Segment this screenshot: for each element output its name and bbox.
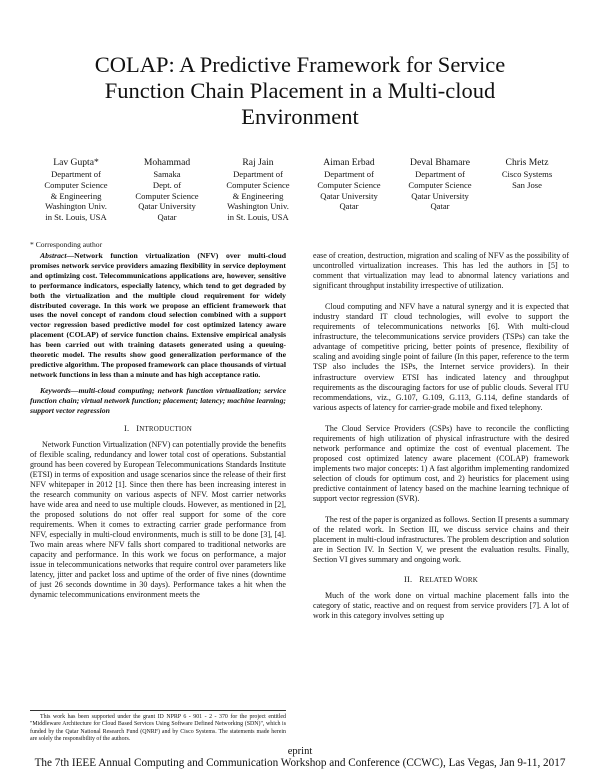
- section-title-initial: R: [419, 575, 425, 585]
- author-name: Deval Bhamare: [410, 157, 470, 168]
- abstract-text: —Network function virtualization (NFV) over multi-cloud promises network service providers amazing flexibility in service deployment and optimizing cost. Telecommunications applications are, however, sensitive to performance indicators, especially latency, which tend to get degraded by both the virtualization and the multiple cloud requirement for widely distributed coverage. In this work we propose an efficient framework that uses the novel concept of random cloud selection combined with a support vector regression based predictive model for cost optimized latency aware placement (COLAP) of service function chains. Extensive empirical analysis has been carried out with training datasets generated using a queuing-theoretic model. The results show good generalization performance of the predictive algorithm. The proposed framework can place thousands of virtual network functions in less than a minute and has high acceptance ratio.: [30, 251, 286, 379]
- intro-paragraph-continued: ease of creation, destruction, migration and scaling of NFV as the possibility of uncontrolled virtualization increases. This has led the authors in [5] to comment that virtualization may lead to abnormal latency variations and significant throughput instability irrespective of utilization.: [313, 251, 569, 291]
- title-line-1: COLAP: A Predictive Framework for Service: [94, 52, 506, 77]
- intro-paragraph: The Cloud Service Providers (CSPs) have to reconcile the conflicting requirements of high utilization of physical infrastructure with the desired network performance and optimize the cost of eventual placement. The proposed cost optimized latency aware placement (COLAP) framework implements two major concepts: 1) A fast algorithm implementing randomized selection of clouds for optimum cost, and 2) heuristics for placement using predictive containment of latency based on the machine learning technique of support vector regression (SVR).: [313, 423, 569, 504]
- title-line-2: Function Chain Placement in a Multi-cloud: [104, 78, 496, 103]
- author-affiliation-line: Computer Science: [135, 190, 199, 201]
- author-affiliation-line: Computer Science: [226, 179, 290, 190]
- related-work-paragraph: Much of the work done on virtual machine placement falls into the category of static, reactive and on request from service providers [7]. A lot of work in this category involves setting up: [313, 591, 569, 621]
- abstract-lead: Abstract: [40, 251, 67, 260]
- section-title-part: ELATED: [424, 576, 455, 585]
- author-block: [30, 157, 570, 239]
- paper-title: [40, 52, 560, 130]
- author-affiliation-line: Cisco Systems: [501, 169, 553, 179]
- author-affiliation-line: in St. Louis, USA: [227, 212, 289, 223]
- author-affiliation-line: Qatar University: [411, 190, 469, 201]
- title-line-3: Environment: [241, 104, 359, 129]
- section-title-initial: W: [454, 575, 463, 585]
- author-affiliation-line: Department of: [415, 169, 465, 179]
- author-name: Raj Jain: [242, 157, 274, 168]
- author-affiliation-line: & Engineering: [232, 190, 284, 201]
- section-number: I.: [124, 423, 130, 433]
- author-affiliation-line: Computer Science: [317, 179, 381, 190]
- author-mohammad-samaka: [123, 157, 211, 223]
- author-name: Chris Metz: [505, 157, 549, 168]
- keywords: Keywords—multi-cloud computing; network function virtualization; service function chain; virtual network function; placement; latency; machine learning; support vector regression: [30, 385, 286, 415]
- author-name: Mohammad: [143, 157, 191, 168]
- author-affiliation-line: Qatar: [157, 212, 177, 223]
- eprint-label: eprint: [287, 746, 313, 757]
- conference-footer: The 7th IEEE Annual Computing and Communication Workshop and Conference (CCWC), Las Vegas, Jan 9-11, 2017: [34, 757, 566, 769]
- author-lav-gupta: [32, 157, 120, 223]
- author-affiliation-line: Dept. of: [152, 179, 182, 190]
- author-raj-jain: [214, 157, 302, 223]
- section-title-rest: NTRODUCTION: [139, 424, 192, 433]
- section-number: II.: [403, 575, 413, 585]
- author-name: Aiman Erbad: [323, 157, 375, 168]
- intro-paragraph: The rest of the paper is organized as follows. Section II presents a summary of the related work. In Section III, we discuss service chains and their placement in multi-cloud infrastructures. The problem description and solution are in Section IV. In Section V, we present the evaluation results. Finally, Section VI gives summary and ongoing work.: [313, 515, 569, 565]
- abstract: [30, 251, 286, 380]
- section-title-initial: I: [136, 423, 140, 433]
- author-affiliation-line: Department of: [51, 169, 101, 179]
- author-aiman-erbad: [305, 157, 393, 212]
- author-chris-metz: [483, 157, 571, 191]
- author-affiliation-line: Washington Univ.: [45, 201, 107, 212]
- author-deval-bhamare: [396, 157, 484, 212]
- author-affiliation-line: Computer Science: [408, 179, 472, 190]
- author-affiliation-line: in St. Louis, USA: [45, 212, 107, 223]
- intro-paragraph: Network Function Virtualization (NFV) can potentially provide the benefits of flexible scaling, redundancy and lower total cost of operations. Substantial ground has been covered by European Telecommunications Standards Institute (ETSI) in terms of exposition and usage scenarios since the release of their first NFV whitepaper in 2012 [1]. Since then there has been increasing interest in the research community on various aspects of NFV. Most carrier networks have wide area and need to use multiple clouds. However, as mentioned in [2], the proposed solutions do not offer real support for some of the core requirements. When it comes to extracting carrier grade performance from NFV, especially in multi-cloud environments, much is still to be done [3], [4]. Two main areas where NFV falls short compared to traditional networks are capacity and performance. In this work we focus on performance, a major issue in telecommunications networks that require control over parameters like latency, jitter and packet loss and uptime of the order of five nines (downtime of just 26 seconds downtime in 30 days). Performance takes a hit when the dynamic telecommunications environment meets the: [30, 439, 286, 600]
- section-heading-introduction: [30, 424, 286, 434]
- corresponding-author-note: * Corresponding author: [30, 240, 103, 249]
- author-affiliation-line: Samaka: [153, 169, 181, 179]
- author-affiliation-line: Computer Science: [44, 179, 108, 190]
- author-affiliation-line: Qatar University: [138, 201, 196, 212]
- intro-paragraph: Cloud computing and NFV have a natural synergy and it is expected that industry standard IT cloud technologies, will evolve to support the requirements of telecommunications networks [6]. With multi-cloud infrastructure, the telecommunications service providers (TSPs) can take the advantage of competitive pricing, better points of presence, flexibility of scaling and avoiding single point of failure (In this paper, reference to the term TSP also includes the ISPs, the Internet service providers). In their infrastructure overview ETSI has indicated latency and throughput requirements as the discouraging factors for use of public clouds. Several ITU recommendations, viz., G.107, G.109, G.113, G.114, define standards of various aspects of latency for carrier-grade mobile and fixed telephony.: [313, 302, 569, 412]
- funding-footnote: This work has been supported under the grant ID NPRP 6 - 901 - 2 - 370 for the project entitled "Middleware Architecture for Cloud Based Services Using Software Defined Networking (SDN)", which is funded by the Qatar National Research Fund (QNRF) and by Cisco Systems. The statements made herein are solely the responsibility of the authors.: [30, 710, 286, 744]
- section-heading-related-work: [313, 575, 569, 585]
- author-affiliation-line: Washington Univ.: [227, 201, 289, 212]
- section-title-rest: ORK: [462, 576, 479, 585]
- author-affiliation-line: San Jose: [512, 179, 542, 190]
- author-affiliation-line: & Engineering: [50, 190, 102, 201]
- right-column: [313, 251, 569, 627]
- author-affiliation-line: Qatar: [430, 201, 450, 212]
- author-affiliation-line: Department of: [233, 169, 283, 179]
- author-affiliation-line: Department of: [324, 169, 374, 179]
- author-affiliation-line: Qatar University: [320, 190, 378, 201]
- left-column: [30, 251, 286, 605]
- author-name: Lav Gupta*: [53, 157, 99, 168]
- author-affiliation-line: Qatar: [339, 201, 359, 212]
